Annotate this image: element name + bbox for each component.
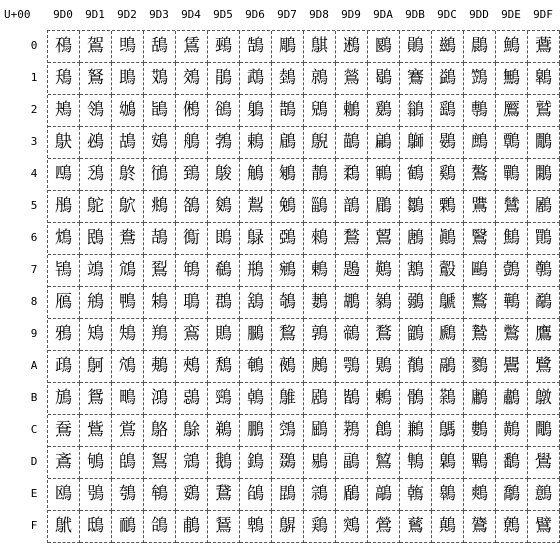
glyph-cell: 鶣	[368, 127, 400, 159]
glyph-cell: 鴀	[48, 31, 80, 63]
glyph-cell: 鴴	[144, 159, 176, 191]
glyph-cell: 鶗	[336, 255, 368, 287]
glyph-cell: 鶱	[400, 63, 432, 95]
glyph-cell: 鵠	[240, 31, 272, 63]
glyph-cell: 鴧	[112, 255, 144, 287]
row-header: B	[30, 391, 38, 404]
glyph-cell: 鵮	[240, 479, 272, 511]
glyph-cell: 鷂	[432, 95, 464, 127]
glyph-cell: 鷓	[464, 127, 496, 159]
glyph-cell: 鶐	[336, 31, 368, 63]
glyph-cell: 鷟	[464, 511, 496, 543]
row-header: F	[30, 519, 38, 532]
glyph-cell: 鴷	[144, 255, 176, 287]
glyph-cell: 鷷	[528, 255, 560, 287]
glyph-cell: 鷀	[432, 31, 464, 63]
glyph-cell: 鴆	[48, 223, 80, 255]
glyph-cell: 鴜	[80, 415, 112, 447]
glyph-cell: 鵧	[240, 255, 272, 287]
glyph-cell: 鵲	[272, 95, 304, 127]
glyph-cell: 鶜	[336, 415, 368, 447]
glyph-cell: 鵜	[208, 415, 240, 447]
glyph-cell: 鶡	[368, 63, 400, 95]
glyph-cell: 鴑	[80, 63, 112, 95]
glyph-cell: 鶳	[400, 127, 432, 159]
glyph-cell: 鷹	[528, 319, 560, 351]
glyph-cell: 鶑	[336, 63, 368, 95]
glyph-cell: 鶎	[304, 479, 336, 511]
glyph-cell: 鵒	[208, 95, 240, 127]
glyph-cell: 鷇	[432, 255, 464, 287]
glyph-cell: 鶞	[336, 479, 368, 511]
glyph-cell: 鶂	[304, 95, 336, 127]
glyph-cell: 鴒	[80, 95, 112, 127]
glyph-cell: 鴋	[48, 383, 80, 415]
glyph-cell: 鴱	[144, 63, 176, 95]
glyph-cell: 鴿	[144, 511, 176, 543]
glyph-cell: 鷘	[464, 287, 496, 319]
row-header: 0	[30, 39, 38, 52]
glyph-cell: 鵛	[208, 383, 240, 415]
glyph-cell: 鶪	[368, 351, 400, 383]
glyph-cell: 鷁	[432, 63, 464, 95]
glyph-cell: 鴝	[80, 447, 112, 479]
glyph-cell: 鶵	[400, 191, 432, 223]
column-header: 9D8	[309, 8, 329, 21]
glyph-cell: 鶀	[304, 31, 336, 63]
glyph-cell: 鴅	[48, 191, 80, 223]
column-header: 9D1	[85, 8, 105, 21]
glyph-cell: 鷶	[528, 223, 560, 255]
glyph-cell: 鵣	[240, 127, 272, 159]
glyph-cell: 鵚	[208, 351, 240, 383]
glyph-cell: 鷗	[464, 255, 496, 287]
glyph-cell: 鷻	[528, 383, 560, 415]
glyph-cell: 鶼	[400, 415, 432, 447]
glyph-cell: 鷌	[432, 415, 464, 447]
glyph-cell: 鷜	[464, 415, 496, 447]
glyph-cell: 鷝	[464, 447, 496, 479]
glyph-cell: 鶿	[400, 511, 432, 543]
glyph-cell: 鶇	[304, 255, 336, 287]
glyph-cell: 鴶	[144, 223, 176, 255]
glyph-cell: 鷠	[496, 31, 528, 63]
row-header: 6	[30, 231, 38, 244]
glyph-cell: 鵟	[208, 511, 240, 543]
column-header: 9DF	[533, 8, 553, 21]
glyph-cell: 鵫	[240, 383, 272, 415]
glyph-cell: 鷅	[432, 191, 464, 223]
glyph-cell: 鴯	[112, 511, 144, 543]
glyph-cell: 鴂	[48, 95, 80, 127]
glyph-cell: 鷴	[528, 159, 560, 191]
glyph-cell: 鶭	[368, 447, 400, 479]
glyph-cell: 鶮	[368, 479, 400, 511]
glyph-cell: 鴃	[48, 127, 80, 159]
glyph-cell: 鵴	[272, 159, 304, 191]
glyph-cell: 鵺	[272, 351, 304, 383]
glyph-cell: 鵖	[208, 223, 240, 255]
glyph-cell: 鶘	[336, 287, 368, 319]
glyph-cell: 鷭	[496, 447, 528, 479]
glyph-cell: 鵀	[176, 31, 208, 63]
glyph-cell: 鶟	[336, 511, 368, 543]
glyph-cell: 鴛	[80, 383, 112, 415]
glyph-cell: 鶔	[336, 159, 368, 191]
glyph-cell: 鶬	[368, 415, 400, 447]
glyph-cell: 鷩	[496, 319, 528, 351]
glyph-cell: 鵱	[272, 63, 304, 95]
glyph-cell: 鴮	[112, 479, 144, 511]
glyph-cell: 鷤	[496, 159, 528, 191]
glyph-cell: 鷎	[432, 479, 464, 511]
glyph-cell: 鴰	[144, 31, 176, 63]
glyph-cell: 鶊	[304, 351, 336, 383]
glyph-cell: 鴽	[144, 447, 176, 479]
glyph-cell: 鷦	[496, 223, 528, 255]
column-header: 9D4	[181, 8, 201, 21]
glyph-cell: 鵓	[208, 127, 240, 159]
glyph-cell: 鶁	[304, 63, 336, 95]
glyph-cell: 鷸	[528, 287, 560, 319]
glyph-cell: 鶝	[336, 447, 368, 479]
glyph-cell: 鴣	[112, 127, 144, 159]
glyph-cell: 鷒	[464, 95, 496, 127]
glyph-cell: 鷋	[432, 383, 464, 415]
glyph-cell: 鶧	[368, 255, 400, 287]
row-header: 5	[30, 199, 38, 212]
glyph-cell: 鶉	[304, 319, 336, 351]
glyph-cell: 鶩	[368, 319, 400, 351]
row-header: C	[30, 423, 38, 436]
glyph-cell: 鴩	[112, 319, 144, 351]
glyph-cell: 鶰	[400, 31, 432, 63]
glyph-cell: 鵩	[240, 319, 272, 351]
glyph-cell: 鶤	[368, 159, 400, 191]
glyph-cell: 鴘	[80, 287, 112, 319]
glyph-cell: 鵻	[272, 383, 304, 415]
column-header: 9DA	[373, 8, 393, 21]
glyph-cell: 鴚	[80, 351, 112, 383]
glyph-cell: 鶯	[368, 511, 400, 543]
row-header: E	[30, 487, 38, 500]
glyph-cell: 鵊	[176, 351, 208, 383]
glyph-cell: 鵾	[272, 479, 304, 511]
glyph-cell: 鶈	[304, 287, 336, 319]
glyph-cell: 鷖	[464, 223, 496, 255]
glyph-cell: 鶙	[336, 319, 368, 351]
glyph-cell: 鶠	[368, 31, 400, 63]
glyph-cell: 鷥	[496, 191, 528, 223]
glyph-cell: 鷆	[432, 223, 464, 255]
column-header: 9D9	[341, 8, 361, 21]
glyph-cell: 鴓	[80, 127, 112, 159]
column-header: 9D3	[149, 8, 169, 21]
glyph-cell: 鷡	[496, 63, 528, 95]
glyph-cell: 鴕	[80, 191, 112, 223]
glyph-cell: 鴾	[144, 479, 176, 511]
glyph-cell: 鷳	[528, 127, 560, 159]
glyph-cell: 鶹	[400, 319, 432, 351]
glyph-cell: 鵶	[272, 223, 304, 255]
glyph-cell: 鷫	[496, 383, 528, 415]
column-header: 9D5	[213, 8, 233, 21]
glyph-cell: 鷮	[496, 479, 528, 511]
glyph-cell: 鵇	[176, 255, 208, 287]
glyph-cell: 鷰	[528, 31, 560, 63]
glyph-cell: 鴹	[144, 319, 176, 351]
glyph-cell: 鵷	[272, 255, 304, 287]
glyph-cell: 鵅	[176, 191, 208, 223]
glyph-cell: 鵈	[176, 287, 208, 319]
glyph-cell: 鵭	[240, 447, 272, 479]
glyph-cell: 鶕	[336, 191, 368, 223]
glyph-cell: 鴫	[112, 383, 144, 415]
glyph-cell: 鵆	[176, 223, 208, 255]
glyph-cell: 鴥	[112, 191, 144, 223]
glyph-cell: 鶺	[400, 351, 432, 383]
glyph-cell: 鵼	[272, 415, 304, 447]
row-header: 4	[30, 167, 38, 180]
glyph-cell: 鵬	[240, 415, 272, 447]
glyph-cell: 鴺	[144, 351, 176, 383]
glyph-cell: 鵤	[240, 159, 272, 191]
row-header: 7	[30, 263, 38, 276]
column-header: 9D2	[117, 8, 137, 21]
glyph-cell: 鷄	[432, 159, 464, 191]
glyph-cell: 鷢	[496, 95, 528, 127]
glyph-cell: 鵙	[208, 319, 240, 351]
character-grid	[47, 30, 560, 543]
glyph-cell: 鷧	[496, 255, 528, 287]
glyph-cell: 鵳	[272, 127, 304, 159]
glyph-cell: 鵄	[176, 159, 208, 191]
glyph-cell: 鴈	[48, 287, 80, 319]
glyph-cell: 鵦	[240, 223, 272, 255]
glyph-cell: 鵁	[176, 63, 208, 95]
glyph-cell: 鴗	[80, 255, 112, 287]
glyph-cell: 鶃	[304, 127, 336, 159]
glyph-cell: 鵐	[208, 31, 240, 63]
glyph-cell: 鴎	[48, 479, 80, 511]
glyph-cell: 鷏	[432, 511, 464, 543]
column-header: 9DE	[501, 8, 521, 21]
glyph-cell: 鶖	[336, 223, 368, 255]
glyph-cell: 鵿	[272, 511, 304, 543]
glyph-cell: 鷚	[464, 351, 496, 383]
glyph-cell: 鷼	[528, 415, 560, 447]
glyph-cell: 鷽	[528, 447, 560, 479]
glyph-cell: 鷣	[496, 127, 528, 159]
glyph-cell: 鴙	[80, 319, 112, 351]
glyph-cell: 鴼	[144, 415, 176, 447]
glyph-cell: 鵢	[240, 95, 272, 127]
glyph-cell: 鴤	[112, 159, 144, 191]
glyph-cell: 鷬	[496, 415, 528, 447]
glyph-cell: 鵎	[176, 479, 208, 511]
glyph-cell: 鴦	[112, 223, 144, 255]
glyph-cell: 鵂	[176, 95, 208, 127]
glyph-cell: 鴇	[48, 255, 80, 287]
glyph-cell: 鶴	[400, 159, 432, 191]
row-header: 2	[30, 103, 38, 116]
glyph-cell: 鷱	[528, 63, 560, 95]
glyph-cell: 鶽	[400, 447, 432, 479]
glyph-cell: 鶨	[368, 287, 400, 319]
glyph-cell: 鴬	[112, 415, 144, 447]
glyph-cell: 鶷	[400, 255, 432, 287]
glyph-cell: 鴢	[112, 95, 144, 127]
glyph-cell: 鴠	[112, 31, 144, 63]
glyph-cell: 鷪	[496, 351, 528, 383]
glyph-cell: 鵏	[176, 511, 208, 543]
glyph-cell: 鶢	[368, 95, 400, 127]
glyph-cell: 鵉	[176, 319, 208, 351]
glyph-cell: 鵑	[208, 63, 240, 95]
glyph-cell: 鵝	[208, 447, 240, 479]
glyph-cell: 鴲	[144, 95, 176, 127]
row-header: 9	[30, 327, 38, 340]
glyph-cell: 鵘	[208, 287, 240, 319]
glyph-cell: 鶄	[304, 159, 336, 191]
glyph-cell: 鶋	[304, 383, 336, 415]
glyph-cell: 鷺	[528, 351, 560, 383]
glyph-cell: 鷍	[432, 447, 464, 479]
glyph-cell: 鵸	[272, 287, 304, 319]
glyph-cell: 鶸	[400, 287, 432, 319]
row-header: 8	[30, 295, 38, 308]
glyph-cell: 鷞	[464, 479, 496, 511]
glyph-cell: 鵥	[240, 191, 272, 223]
glyph-cell: 鷯	[496, 511, 528, 543]
glyph-cell: 鶻	[400, 383, 432, 415]
glyph-cell: 鷊	[432, 351, 464, 383]
glyph-cell: 鷃	[432, 127, 464, 159]
column-header: 9DB	[405, 8, 425, 21]
column-header: 9D7	[277, 8, 297, 21]
glyph-cell: 鵋	[176, 383, 208, 415]
glyph-cell: 鴡	[112, 63, 144, 95]
glyph-cell: 鶥	[368, 191, 400, 223]
glyph-cell: 鶫	[368, 383, 400, 415]
glyph-cell: 鶛	[336, 383, 368, 415]
glyph-cell: 鴐	[80, 31, 112, 63]
glyph-cell: 鵌	[176, 415, 208, 447]
glyph-cell: 鵽	[272, 447, 304, 479]
column-header: 9D0	[53, 8, 73, 21]
glyph-cell: 鶌	[304, 415, 336, 447]
glyph-cell: 鴵	[144, 191, 176, 223]
glyph-cell: 鶦	[368, 223, 400, 255]
glyph-cell: 鵡	[240, 63, 272, 95]
glyph-cell: 鷿	[528, 511, 560, 543]
glyph-cell: 鵗	[208, 255, 240, 287]
glyph-cell: 鷨	[496, 287, 528, 319]
glyph-cell: 鴄	[48, 159, 80, 191]
glyph-cell: 鴁	[48, 63, 80, 95]
glyph-cell: 鵨	[240, 287, 272, 319]
glyph-cell: 鷕	[464, 191, 496, 223]
glyph-cell: 鴳	[144, 127, 176, 159]
corner-label: U+00	[4, 8, 31, 21]
glyph-cell: 鴻	[144, 383, 176, 415]
glyph-cell: 鵰	[272, 31, 304, 63]
glyph-cell: 鷾	[528, 479, 560, 511]
glyph-cell: 鵕	[208, 191, 240, 223]
glyph-cell: 鴨	[112, 287, 144, 319]
glyph-cell: 鴭	[112, 447, 144, 479]
glyph-cell: 鴏	[48, 511, 80, 543]
glyph-cell: 鶍	[304, 447, 336, 479]
glyph-cell: 鴔	[80, 159, 112, 191]
column-header: 9DC	[437, 8, 457, 21]
row-header: 1	[30, 71, 38, 84]
row-header: A	[30, 359, 38, 372]
glyph-cell: 鴍	[48, 447, 80, 479]
glyph-cell: 鶒	[336, 95, 368, 127]
glyph-cell: 鵞	[208, 479, 240, 511]
glyph-cell: 鴊	[48, 351, 80, 383]
glyph-cell: 鴟	[80, 511, 112, 543]
glyph-cell: 鷵	[528, 191, 560, 223]
glyph-cell: 鷛	[464, 383, 496, 415]
glyph-cell: 鷉	[432, 319, 464, 351]
glyph-cell: 鵔	[208, 159, 240, 191]
glyph-cell: 鷐	[464, 31, 496, 63]
glyph-cell: 鵯	[240, 511, 272, 543]
glyph-cell: 鷈	[432, 287, 464, 319]
glyph-cell: 鵪	[240, 351, 272, 383]
glyph-cell: 鴪	[112, 351, 144, 383]
column-header: 9DD	[469, 8, 489, 21]
row-header: D	[30, 455, 38, 468]
glyph-cell: 鵹	[272, 319, 304, 351]
glyph-cell: 鴌	[48, 415, 80, 447]
glyph-cell: 鵍	[176, 447, 208, 479]
glyph-cell: 鶲	[400, 95, 432, 127]
glyph-cell: 鴉	[48, 319, 80, 351]
glyph-cell: 鶆	[304, 223, 336, 255]
glyph-cell: 鶓	[336, 127, 368, 159]
glyph-cell: 鷙	[464, 319, 496, 351]
glyph-cell: 鶚	[336, 351, 368, 383]
glyph-cell: 鴸	[144, 287, 176, 319]
glyph-cell: 鴞	[80, 479, 112, 511]
glyph-cell: 鶶	[400, 223, 432, 255]
glyph-cell: 鶾	[400, 479, 432, 511]
glyph-cell: 鷔	[464, 159, 496, 191]
glyph-cell: 鵃	[176, 127, 208, 159]
glyph-cell: 鶅	[304, 191, 336, 223]
glyph-cell: 鷲	[528, 95, 560, 127]
glyph-cell: 鶏	[304, 511, 336, 543]
row-header: 3	[30, 135, 38, 148]
glyph-cell: 鵵	[272, 191, 304, 223]
column-header: 9D6	[245, 8, 265, 21]
glyph-cell: 鷑	[464, 63, 496, 95]
glyph-cell: 鴖	[80, 223, 112, 255]
